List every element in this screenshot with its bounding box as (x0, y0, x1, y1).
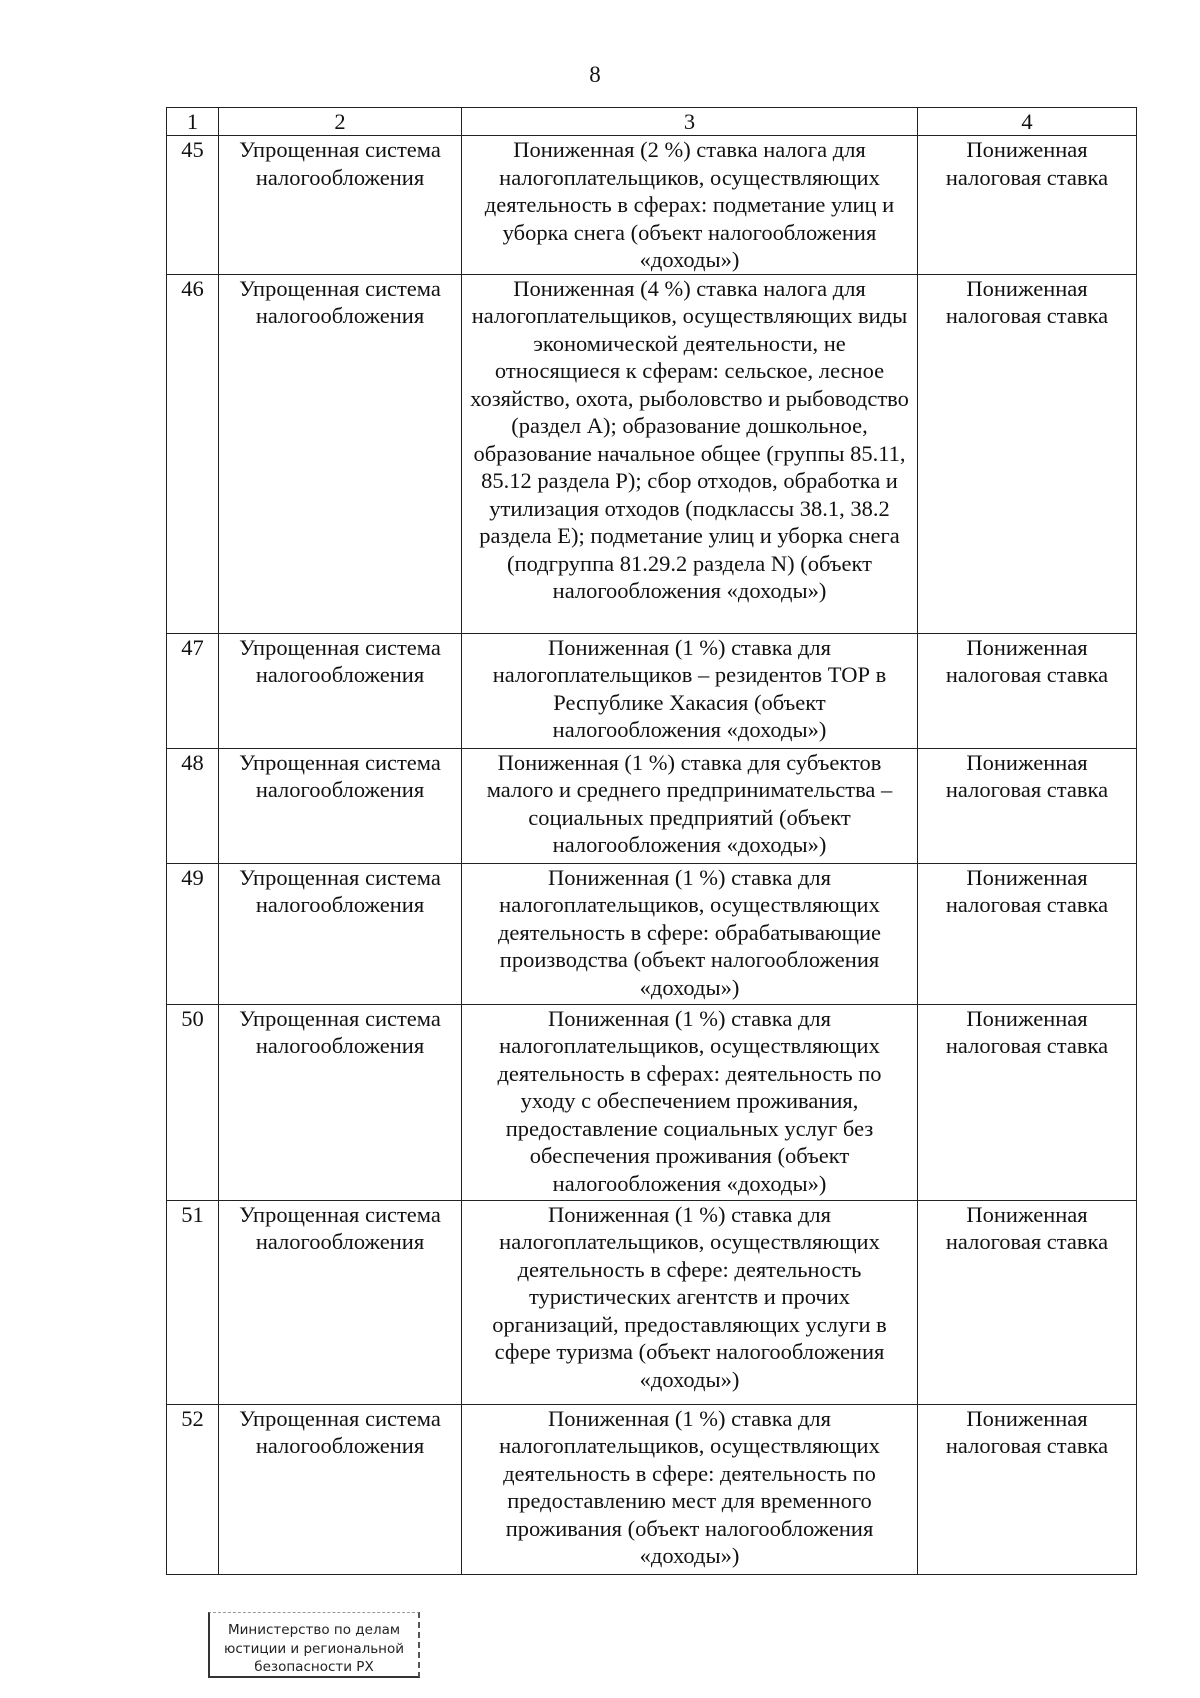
row-number: 46 (167, 274, 219, 633)
table-row (167, 274, 1137, 633)
table-row (167, 1200, 1137, 1404)
table-row (167, 136, 1137, 275)
description-cell: Пониженная (1 %) ставка для налогоплательщиков, осуществляющих деятельность в сферах: деятельность по уходу с обеспечением проживания, предоставление социальных услуг без обеспечения проживания (объект налогообложения «доходы») (462, 1004, 918, 1200)
column-header: 1 (167, 108, 219, 136)
table-row (167, 748, 1137, 863)
tax-system-cell: Упрощенная система налогообложения (219, 633, 462, 748)
description-cell: Пониженная (1 %) ставка для налогоплательщиков, осуществляющих деятельность в сфере: деятельность туристических агентств и прочих организаций, предоставляющих услуги в сфере туризма (объект налогообложения «доходы») (462, 1200, 918, 1404)
table-row (167, 1404, 1137, 1574)
stamp-line: юстиции и региональной (223, 1640, 405, 1657)
column-header: 3 (462, 108, 918, 136)
tax-system-cell: Упрощенная система налогообложения (219, 863, 462, 1004)
description-cell: Пониженная (4 %) ставка налога для налогоплательщиков, осуществляющих виды экономической деятельности, не относящиеся к сферам: сельское, лесное хозяйство, охота, рыболовство и рыбоводство (раздел A); образование дошкольное, образование начальное общее (группы 85.11, 85.12 раздела P); сбор отходов, обработка и утилизация отходов (подклассы 38.1, 38.2 раздела E); подметание улиц и уборка снега (подгруппа 81.29.2 раздела N) (объект налогообложения «доходы») (462, 274, 918, 633)
description-cell: Пониженная (1 %) ставка для налогоплательщиков – резидентов ТОР в Республике Хакасия (объект налогообложения «доходы») (462, 633, 918, 748)
tax-system-cell: Упрощенная система налогообложения (219, 1404, 462, 1574)
page-number: 8 (589, 62, 601, 87)
description-cell: Пониженная (1 %) ставка для субъектов малого и среднего предпринимательства – социальных предприятий (объект налогообложения «доходы») (462, 748, 918, 863)
benefit-type-cell: Пониженная налоговая ставка (918, 863, 1137, 1004)
benefit-type-cell: Пониженная налоговая ставка (918, 748, 1137, 863)
ministry-stamp (208, 1612, 420, 1678)
description-cell: Пониженная (2 %) ставка налога для налогоплательщиков, осуществляющих деятельность в сферах: подметание улиц и уборка снега (объект налогообложения «доходы») (462, 136, 918, 275)
row-number: 45 (167, 136, 219, 275)
table-row (167, 1004, 1137, 1200)
benefit-type-cell: Пониженная налоговая ставка (918, 1404, 1137, 1574)
table-header-row (167, 108, 1137, 136)
row-number: 51 (167, 1200, 219, 1404)
column-header: 2 (219, 108, 462, 136)
row-number: 48 (167, 748, 219, 863)
row-number: 47 (167, 633, 219, 748)
column-header: 4 (918, 108, 1137, 136)
stamp-line: Министерство по делам (227, 1622, 401, 1638)
benefit-type-cell: Пониженная налоговая ставка (918, 633, 1137, 748)
stamp-line: безопасности РХ (254, 1659, 374, 1675)
description-cell: Пониженная (1 %) ставка для налогоплательщиков, осуществляющих деятельность в сфере: деятельность по предоставлению мест для временного проживания (объект налогообложения «доходы») (462, 1404, 918, 1574)
tax-system-cell: Упрощенная система налогообложения (219, 274, 462, 633)
tax-system-cell: Упрощенная система налогообложения (219, 136, 462, 275)
tax-system-cell: Упрощенная система налогообложения (219, 1200, 462, 1404)
benefit-type-cell: Пониженная налоговая ставка (918, 1004, 1137, 1200)
table-row (167, 633, 1137, 748)
row-number: 49 (167, 863, 219, 1004)
tax-system-cell: Упрощенная система налогообложения (219, 1004, 462, 1200)
benefit-type-cell: Пониженная налоговая ставка (918, 274, 1137, 633)
description-cell: Пониженная (1 %) ставка для налогоплательщиков, осуществляющих деятельность в сфере: обрабатывающие производства (объект налогообложения «доходы») (462, 863, 918, 1004)
row-number: 52 (167, 1404, 219, 1574)
tax-benefits-table (166, 107, 1137, 1575)
benefit-type-cell: Пониженная налоговая ставка (918, 1200, 1137, 1404)
benefit-type-cell: Пониженная налоговая ставка (918, 136, 1137, 275)
row-number: 50 (167, 1004, 219, 1200)
table-row (167, 863, 1137, 1004)
tax-system-cell: Упрощенная система налогообложения (219, 748, 462, 863)
